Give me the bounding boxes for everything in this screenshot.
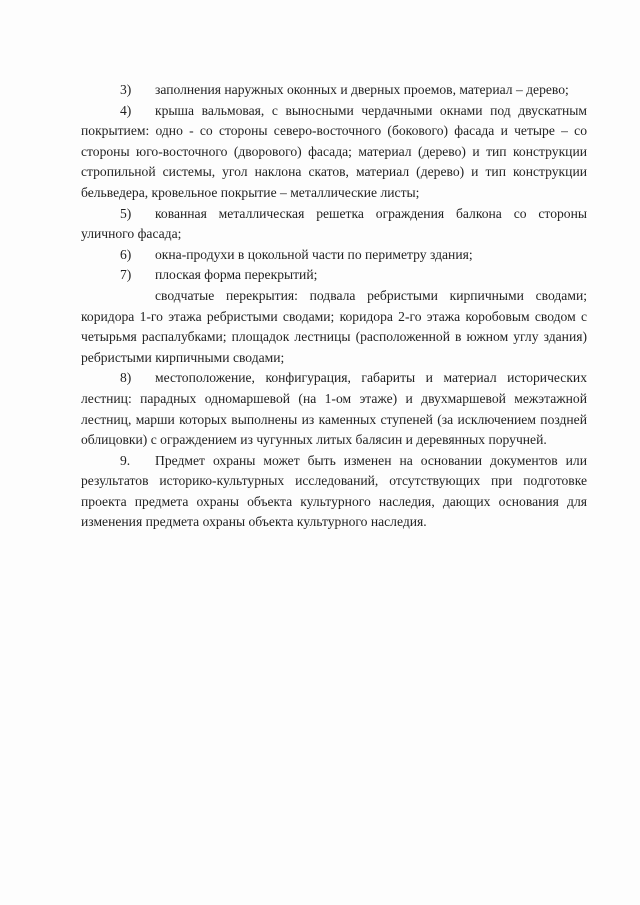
- list-item: [81, 265, 587, 286]
- list-item: [81, 451, 587, 533]
- item-text: крыша вальмовая, с выносными чердачными окнами под двускатным покрытием: одно - со стороны северо-восточного (бокового) фасада и четыре – со стороны юго-восточного (дворового) фасада; материал (дерево) и тип конструкции стропильной системы, угол наклона скатов, материал (дерево) и тип конструкции бельведера, кровельное покрытие – металлические листы;: [81, 102, 587, 200]
- item-number: 4): [120, 102, 132, 118]
- item-number: 3): [120, 82, 132, 97]
- document-body: [81, 80, 587, 533]
- item-text: кованная металлическая решетка ограждения балкона со стороны уличного фасада;: [81, 205, 587, 242]
- item-text: местоположение, конфигурация, габариты и материал исторических лестниц: парадных одномаршевой (на 1-ом этаже) и двухмаршевой межэтажной лестниц, марши которых выполнены из каменных ступеней (за исключением поздней облицовки) с ограждением из чугунных литых балясин и деревянных поручней.: [81, 370, 587, 448]
- item-text: сводчатые перекрытия: подвала ребристыми кирпичными сводами; коридора 1-го этажа ребристыми сводами; коридора 2-го этажа коробовым сводом с четырьмя распалубками; площадок лестницы (расположенной в южном углу здания) ребристыми кирпичными сводами;: [81, 287, 587, 365]
- item-number: 6): [120, 246, 132, 262]
- item-text: плоская форма перекрытий;: [155, 267, 318, 283]
- list-item: [81, 80, 587, 101]
- item-number: 9.: [120, 452, 131, 468]
- item-text: заполнения наружных оконных и дверных проемов, материал – дерево;: [155, 82, 569, 97]
- item-number: 8): [120, 370, 132, 386]
- list-item: [81, 101, 587, 204]
- list-item: [81, 368, 587, 450]
- item-number: 5): [120, 205, 132, 221]
- item-text: окна-продухи в цокольной части по периметру здания;: [155, 246, 473, 262]
- list-item: [81, 204, 587, 245]
- item-number: 7): [120, 267, 132, 283]
- list-item: [81, 286, 587, 368]
- list-item: [81, 245, 587, 266]
- item-text: Предмет охраны может быть изменен на основании документов или результатов историко-культурных исследований, отсутствующих при подготовке проекта предмета охраны объекта культурного наследия, дающих основания для изменения предмета охраны объекта культурного наследия.: [81, 452, 587, 530]
